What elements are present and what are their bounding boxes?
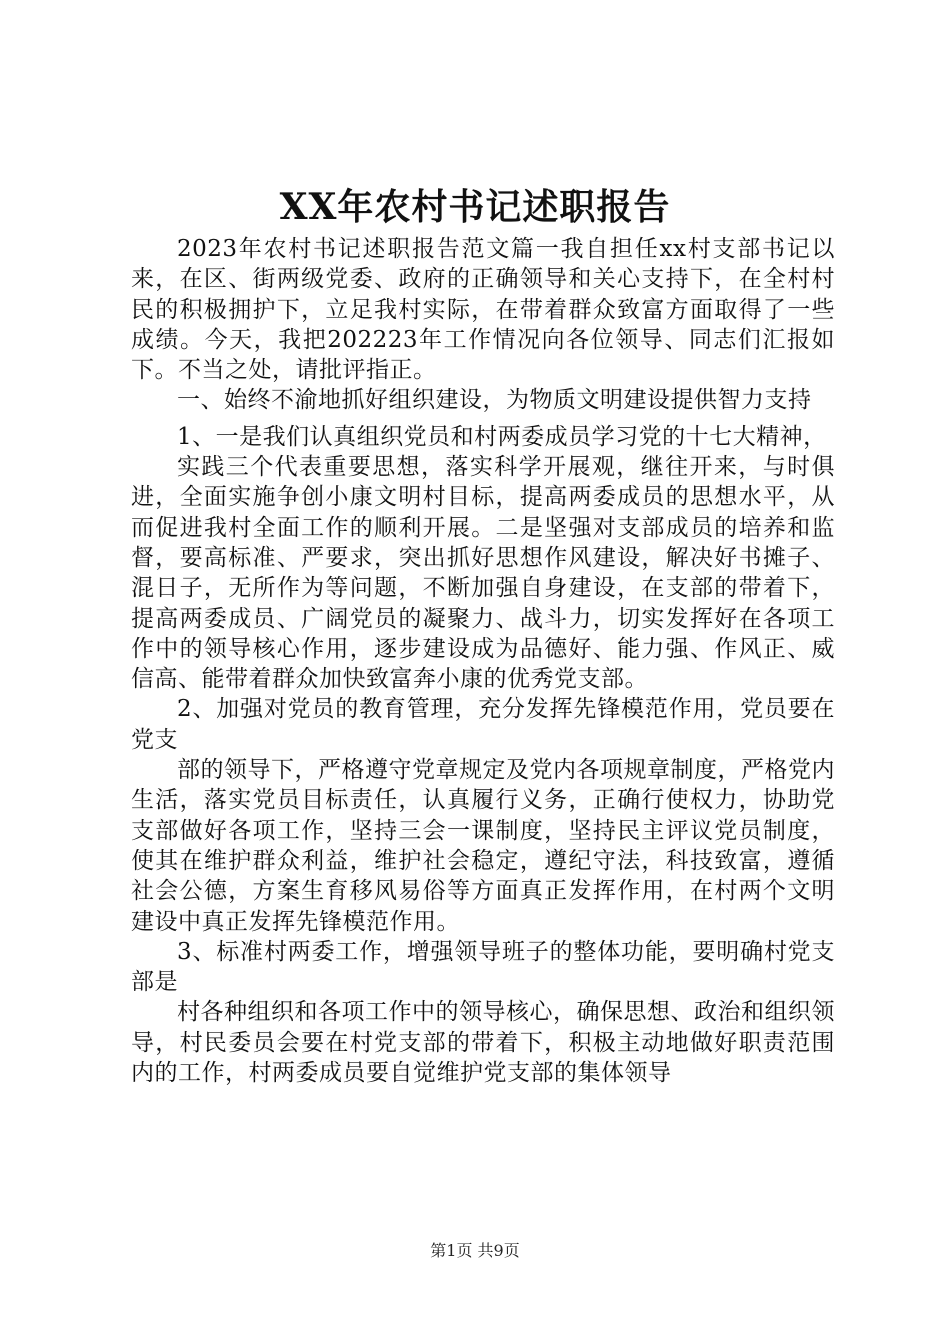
paragraph-intro: 2023年农村书记述职报告范文篇一我自担任xx村支部书记以来，在区、街两级党委、政府的正确领导和关心支持下，在全村村民的积极拥护下，立足我村实际，在带着群众致富方面取得了一些成绩。今天，我把202223年工作情况向各位领导、同志们汇报如下。不当之处，请批评指正。: [131, 236, 835, 384]
page-title: XX年农村书记述职报告: [279, 186, 671, 228]
paragraph-item-3: 3、标准村两委工作，增强领导班子的整体功能，要明确村党支部是: [131, 938, 835, 996]
paragraph-item-2-body: 部的领导下，严格遵守党章规定及党内各项规章制度，严格党内生活，落实党员目标责任，认真履行义务，正确行使权力，协助党支部做好各项工作，坚持三会一课制度，坚持民主评议党员制度，使其在维护群众利益，维护社会稳定，遵纪守法，科技致富，遵循社会公德，方案生育移风易俗等方面真正发挥作用，在村两个文明建设中真正发挥先锋模范作用。: [131, 757, 835, 935]
paragraph-item-1-body: 实践三个代表重要思想，落实科学开展观，继往开来，与时俱进，全面实施争创小康文明村目标，提高两委成员的思想水平，从而促进我村全面工作的顺利开展。二是坚强对支部成员的培养和监督，要高标准、严要求，突出抓好思想作风建设，解决好书摊子、混日子，无所作为等问题，不断加强自身建设，在支部的带着下，提高两委成员、广阔党员的凝聚力、战斗力，切实发挥好在各项工作中的领导核心作用，逐步建设成为品德好、能力强、作风正、威信高、能带着群众加快致富奔小康的优秀党支部。: [131, 454, 835, 693]
paragraph-item-3-body: 村各种组织和各项工作中的领导核心，确保思想、政治和组织领导，村民委员会要在村党支部的带着下，积极主动地做好职责范围内的工作，村两委成员要自觉维护党支部的集体领导: [131, 999, 835, 1087]
document-body: [131, 234, 835, 1088]
paragraph-item-2: 2、加强对党员的教育管理，充分发挥先锋模范作用，党员要在党支: [131, 696, 835, 753]
paragraph-section-heading-1: 一、始终不渝地抓好组织建设，为物质文明建设提供智力支持: [177, 387, 812, 414]
page-number-footer: 第1页 共9页: [430, 1241, 520, 1260]
paragraph-item-1: 1、一是我们认真组织党员和村两委成员学习党的十七大精神，: [177, 423, 827, 450]
